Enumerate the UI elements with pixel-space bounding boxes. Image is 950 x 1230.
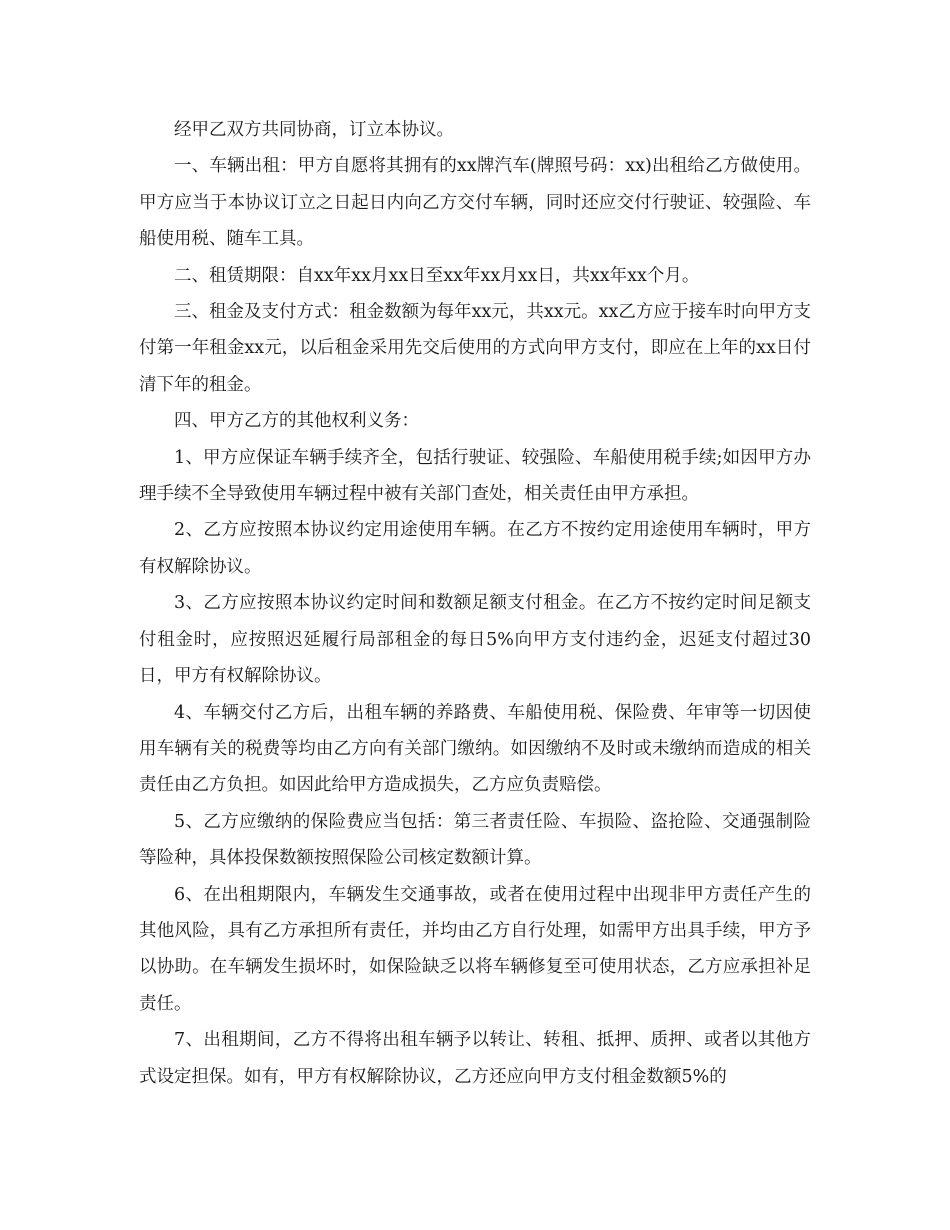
paragraph-vehicle-rental: 一、车辆出租：甲方自愿将其拥有的xx牌汽车(牌照号码：xx)出租给乙方做使用。甲方应当于本协议订立之日起日内向乙方交付车辆，同时还应交付行驶证、较强险、车船使用税、随车工具。 [139, 156, 811, 250]
paragraph-item-3: 3、乙方应按照本协议约定时间和数额足额支付租金。在乙方不按约定时间足额支付租金时，应按照迟延履行局部租金的每日5%向甲方支付违约金，迟延支付超过30日，甲方有权解除协议。 [139, 593, 811, 687]
paragraph-item-5: 5、乙方应缴纳的保险费应当包括：第三者责任险、车损险、盗抢险、交通强制险等险种，具体投保数额按照保险公司核定数额计算。 [139, 811, 811, 869]
paragraph-item-1: 1、甲方应保证车辆手续齐全，包括行驶证、较强险、车船使用税手续;如因甲方办理手续不全导致使用车辆过程中被有关部门查处，相关责任由甲方承担。 [139, 447, 811, 505]
paragraph-rights-heading: 四、甲方乙方的其他权利义务： [174, 411, 419, 432]
paragraph-lease-term: 二、租赁期限：自xx年xx月xx日至xx年xx月xx日，共xx年xx个月。 [174, 265, 700, 286]
paragraph-item-4: 4、车辆交付乙方后，出租车辆的养路费、车船使用税、保险费、年审等一切因使用车辆有关的税费等均由乙方向有关部门缴纳。如因缴纳不及时或未缴纳而造成的相关责任由乙方负担。如因此给甲方造成损失，乙方应负责赔偿。 [139, 702, 811, 796]
document-body [139, 112, 811, 1095]
paragraph-preamble: 经甲乙双方共同协商，订立本协议。 [174, 120, 454, 140]
paragraph-item-2: 2、乙方应按照本协议约定用途使用车辆。在乙方不按约定用途使用车辆时，甲方有权解除协议。 [139, 520, 811, 577]
paragraph-item-6: 6、在出租期限内，车辆发生交通事故，或者在使用过程中出现非甲方责任产生的其他风险，具有乙方承担所有责任，并均由乙方自行处理，如需甲方出具手续，甲方予以协助。在车辆发生损坏时，如保险缺乏以将车辆修复至可使用状态，乙方应承担补足责任。 [139, 884, 811, 1014]
paragraph-item-7: 7、出租期间，乙方不得将出租车辆予以转让、转租、抵押、质押、或者以其他方式设定担保。如有，甲方有权解除协议，乙方还应向甲方支付租金数额5%的 [139, 1030, 811, 1087]
paragraph-rent-payment: 三、租金及支付方式：租金数额为每年xx元，共xx元。xx乙方应于接车时向甲方支付第一年租金xx元，以后租金采用先交后使用的方式向甲方支付，即应在上年的xx日付清下年的租金。 [139, 302, 811, 395]
